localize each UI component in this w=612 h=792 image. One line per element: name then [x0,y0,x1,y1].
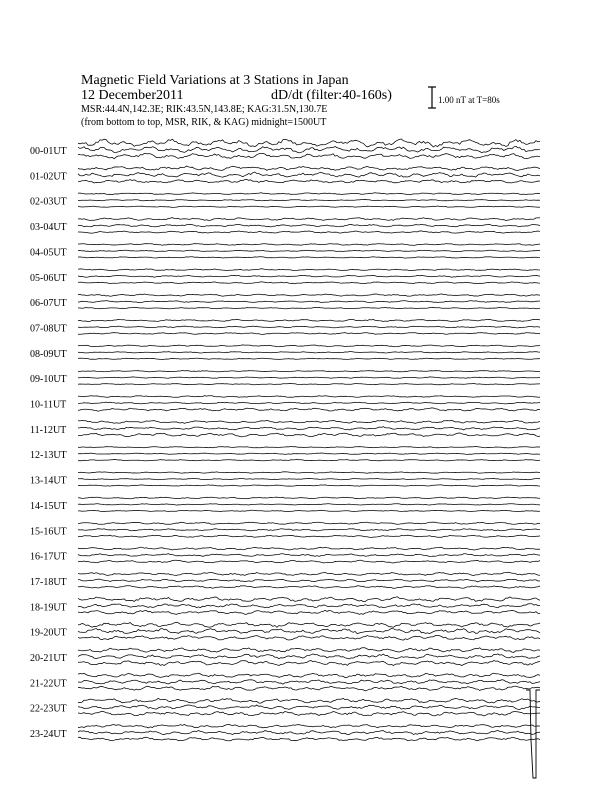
trace-kag [78,371,540,372]
trace-msr [78,610,540,614]
trace-kag [78,522,540,524]
trace-msr [78,257,540,258]
hour-row [30,345,540,360]
trace-msr [78,206,540,207]
hour-label: 21-22UT [30,678,67,690]
hour-row [30,244,540,259]
trace-msr [78,179,540,183]
hour-label: 15-16UT [30,526,67,538]
trace-msr [78,485,540,486]
hour-label: 11-12UT [30,424,67,436]
trace-msr [78,737,540,741]
hour-label: 03-04UT [30,222,67,234]
trace-rik [78,224,540,227]
trace-kag [78,396,540,398]
trace-msr [78,711,540,716]
trace-kag [78,319,540,321]
trace-msr [78,408,540,411]
hour-label: 01-02UT [30,171,67,183]
station-coords: MSR:44.4N,142.3E; RIK:43.5N,143.8E; KAG:31.5N,130.7E [81,104,328,115]
trace-kag [78,648,540,653]
hour-label: 07-08UT [30,323,67,335]
trace-msr [78,307,540,308]
trace-kag [78,622,540,627]
hour-row [30,193,540,208]
trace-kag [78,724,540,728]
trace-rik [78,604,540,608]
trace-kag [78,345,540,347]
chart-title: Magnetic Field Variations at 3 Stations in Japan [81,73,349,88]
hour-label: 00-01UT [30,146,67,157]
trace-kag [78,572,540,575]
trace-rik [78,731,540,735]
hour-row [30,597,540,615]
hour-row [30,522,540,537]
trace-rik [78,200,540,201]
trace-kag [78,193,540,195]
trace-rik [78,402,540,404]
trace-kag [78,420,540,423]
hour-label: 06-07UT [30,298,67,310]
trace-msr [78,636,540,641]
trace-msr [78,535,540,537]
hour-label: 14-15UT [30,500,67,512]
trace-kag [78,218,540,221]
hour-row [30,572,540,588]
hour-row [30,673,540,691]
hour-label: 23-24UT [30,729,67,741]
trace-rik [78,628,540,633]
hour-row [30,269,540,284]
trace-kag [78,497,540,499]
trace-rik [78,554,540,557]
trace-msr [78,433,540,437]
hour-row [30,420,540,437]
trace-rik [78,377,540,378]
hour-row [30,698,540,716]
trace-msr [78,282,540,284]
scale-bar [428,87,436,108]
trace-rik [78,529,540,531]
hour-row [30,319,540,334]
trace-rik [78,579,540,582]
trace-kag [78,673,540,678]
trace-rik [78,301,540,303]
trace-kag [78,547,540,550]
trace-kag [78,597,540,602]
hour-row [30,547,540,563]
hour-row [30,166,540,183]
trace-rik [78,352,540,353]
trace-rik [78,453,540,454]
hour-label: 16-17UT [30,551,67,563]
trace-rik [78,705,540,710]
hour-label: 17-18UT [30,576,67,588]
station-order-note: (from bottom to top, MSR, RIK, & KAG) midnight=1500UT [81,117,327,128]
hour-label: 09-10UT [30,374,67,386]
chart-filter: dD/dt (filter:40-160s) [271,88,392,103]
trace-msr [78,560,540,563]
trace-kag [78,139,540,147]
hour-label: 19-20UT [30,627,67,639]
scale-bar-label: 1.00 nT at T=80s [438,95,500,105]
trace-kag [78,472,540,473]
trace-kag [78,166,540,170]
hour-row [30,139,540,159]
hour-row [30,371,540,386]
hour-label: 13-14UT [30,475,67,487]
trace-kag [78,269,540,271]
hour-label: 22-23UT [30,703,67,715]
trace-rik [78,172,540,177]
hour-row [30,724,540,740]
hour-label: 20-21UT [30,653,67,664]
hour-label: 12-13UT [30,450,67,462]
trace-rik [78,654,540,659]
hour-row [30,497,540,512]
hour-row [30,294,540,309]
trace-msr [78,460,540,461]
trace-msr [78,153,540,158]
trace-msr [78,686,540,691]
hour-label: 18-19UT [30,602,67,614]
trace-msr [78,661,540,666]
hour-label: 10-11UT [30,399,67,411]
trace-rik [78,427,540,430]
hour-row [30,447,540,462]
hour-label: 08-09UT [30,348,67,360]
hour-row [30,396,540,412]
trace-msr [78,510,540,511]
hour-rows [30,139,540,778]
trace-rik [78,326,540,328]
chart-date: 12 December2011 [81,88,184,103]
trace-msr [78,231,540,233]
trace-rik [78,504,540,505]
hour-label: 02-03UT [30,196,67,208]
trace-kag [78,447,540,448]
trace-msr [78,586,540,589]
trace-rik [78,478,540,479]
trace-msr [78,358,540,359]
hour-row [30,648,540,666]
trace-kag [78,294,540,296]
hour-label: 05-06UT [30,272,67,284]
trace-rik [78,146,540,153]
trace-rik [78,275,540,277]
hour-row [30,622,540,640]
trace-kag [78,698,540,703]
hour-label: 04-05UT [30,247,67,259]
trace-rik [78,250,540,251]
trace-msr [78,384,540,385]
trace-rik [78,680,540,685]
hour-row [30,218,540,233]
trace-msr [78,333,540,335]
trace-kag [78,244,540,246]
hour-row [30,472,540,487]
